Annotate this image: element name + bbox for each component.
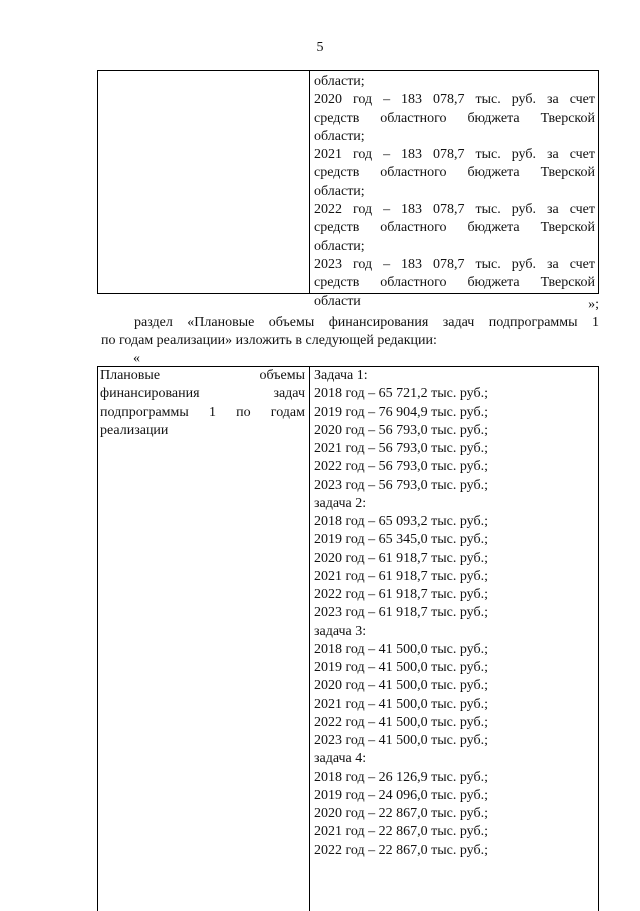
table2-left-cell [98, 367, 310, 911]
table1-text-line: средств областного бюджета Тверской [314, 220, 595, 236]
page-number: 5 [316, 40, 324, 55]
funding-year-line: 2021 год – 61 918,7 тыс. руб.; [314, 568, 488, 584]
funding-year-line: 2022 год – 22 867,0 тыс. руб.; [314, 842, 488, 858]
funding-year-line: задача 2: [314, 495, 367, 511]
funding-year-line: 2021 год – 41 500,0 тыс. руб.; [314, 696, 488, 712]
funding-year-line: 2022 год – 61 918,7 тыс. руб.; [314, 587, 488, 602]
table1-text-line: области; [314, 183, 365, 199]
funding-year-line: 2019 год – 65 345,0 тыс. руб.; [314, 532, 488, 548]
funding-year-line: 2019 год – 24 096,0 тыс. руб.; [314, 787, 488, 803]
paragraph-line-1: раздел «Плановые объемы финансирования задач подпрограммы 1 [134, 315, 599, 330]
table2-right-cell [311, 367, 598, 860]
funding-year-line: 2019 год – 41 500,0 тыс. руб.; [314, 660, 488, 675]
table1-text-line: области [314, 293, 361, 309]
funding-year-line: 2020 год – 56 793,0 тыс. руб.; [314, 422, 488, 438]
table2-label-line: финансирования задач [100, 386, 305, 402]
funding-year-line: 2021 год – 56 793,0 тыс. руб.; [314, 441, 488, 456]
funding-year-line: задача 4: [314, 751, 367, 767]
table1-right-cell [311, 71, 598, 309]
table2-label-line: реализации [100, 422, 169, 438]
funding-year-line: 2020 год – 41 500,0 тыс. руб.; [314, 678, 488, 694]
funding-year-line: 2018 год – 65 721,2 тыс. руб.; [314, 386, 488, 402]
funding-year-line: 2020 год – 22 867,0 тыс. руб.; [314, 806, 488, 821]
table1-text-line: средств областного бюджета Тверской [314, 275, 595, 291]
table2-label-line: подпрограммы 1 по годам [100, 404, 305, 420]
table1-left-cell [98, 71, 310, 293]
funding-year-line: 2023 год – 56 793,0 тыс. руб.; [314, 477, 488, 493]
table1-text-line: 2022 год – 183 078,7 тыс. руб. за счет [314, 202, 595, 218]
funding-year-line: 2019 год – 76 904,9 тыс. руб.; [314, 404, 488, 420]
table1-text-line: области; [314, 74, 365, 89]
table1-text-line: области; [314, 128, 365, 144]
opening-quote: « [133, 351, 140, 366]
table1-text-line: области; [314, 238, 365, 254]
funding-year-line: 2018 год – 41 500,0 тыс. руб.; [314, 641, 488, 657]
table1-text-line: 2021 год – 183 078,7 тыс. руб. за счет [314, 147, 595, 163]
paragraph-line-2: по годам реализации» изложить в следующей редакции: [101, 333, 437, 348]
funding-year-line: 2018 год – 26 126,9 тыс. руб.; [314, 769, 488, 785]
table2-label-line: Плановые объемы [100, 368, 305, 383]
closing-quote: »; [588, 297, 599, 312]
table1-text-line: 2020 год – 183 078,7 тыс. руб. за счет [314, 92, 595, 108]
table1-text-line: 2023 год – 183 078,7 тыс. руб. за счет [314, 256, 595, 272]
table1-text-line: средств областного бюджета Тверской [314, 165, 595, 181]
funding-year-line: 2023 год – 41 500,0 тыс. руб.; [314, 733, 488, 748]
funding-year-line: 2023 год – 61 918,7 тыс. руб.; [314, 605, 488, 621]
planned-funding-table [97, 366, 599, 911]
funding-year-line: 2020 год – 61 918,7 тыс. руб.; [314, 550, 488, 566]
amendment-paragraph [101, 314, 599, 350]
funding-year-line: задача 3: [314, 623, 367, 639]
funding-table-continued [97, 70, 599, 309]
table1-text-line: средств областного бюджета Тверской [314, 110, 595, 126]
funding-year-line: 2021 год – 22 867,0 тыс. руб.; [314, 824, 488, 840]
funding-year-line: 2022 год – 41 500,0 тыс. руб.; [314, 714, 488, 730]
funding-year-line: 2022 год – 56 793,0 тыс. руб.; [314, 459, 488, 475]
funding-year-line: Задача 1: [314, 368, 368, 383]
funding-year-line: 2018 год – 65 093,2 тыс. руб.; [314, 514, 488, 529]
